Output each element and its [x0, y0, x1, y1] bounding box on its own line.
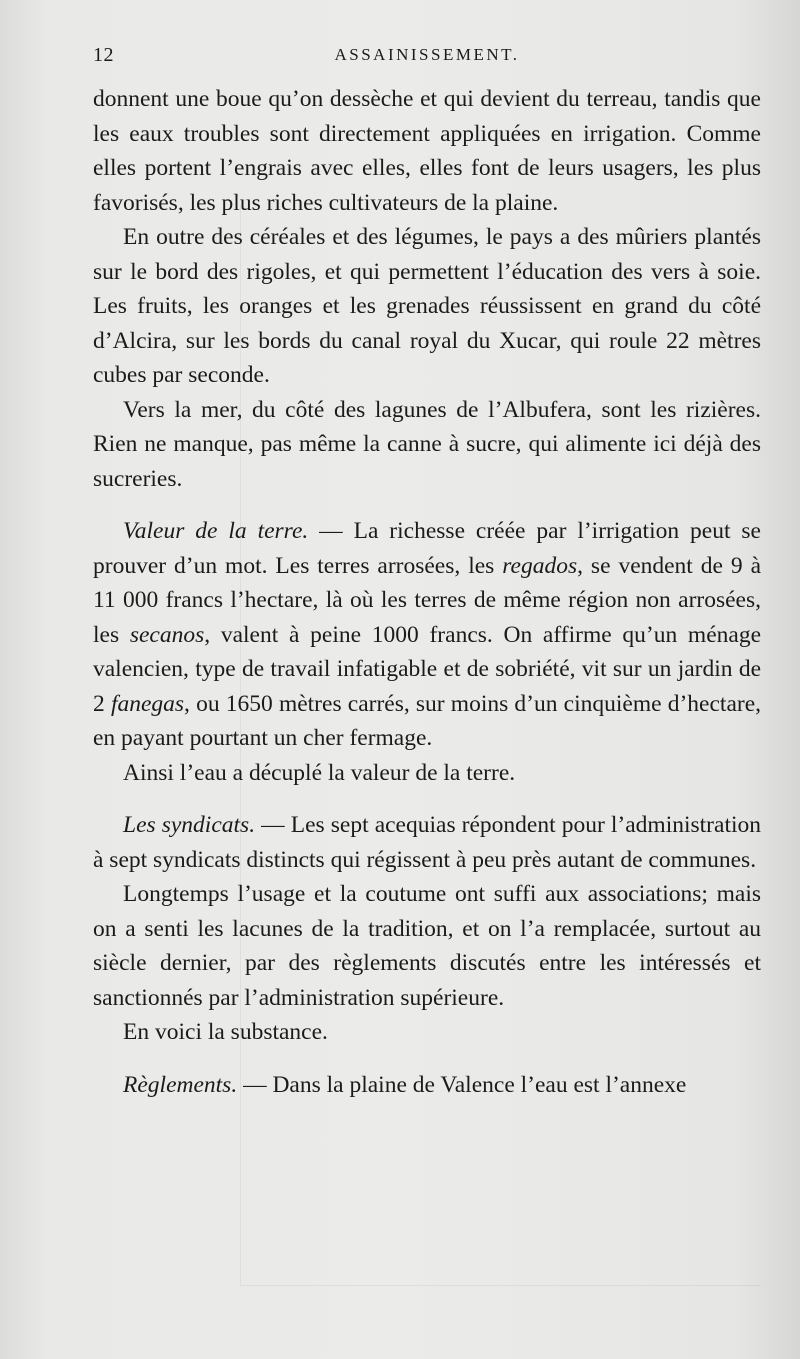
paragraph-continuation: donnent une boue qu’on dessèche et qui devient du terreau, tandis que les eaux troubles sont directement appliquées en irrigation. Comme elles portent l’engrais avec elles, elles font de leurs usagers, les plus favorisés, les plus riches cultivateurs de la plaine. [93, 86, 761, 216]
page-header [93, 40, 761, 70]
section-heading-land-value: Valeur de la terre. [123, 518, 309, 544]
land-value-text-1: — La richesse créée par l’irrigation peut se prouver d’un mot. Les terres arrosées, les [93, 518, 761, 579]
regulations-text: — Dans la plaine de Valence l’eau est l’annexe [237, 1071, 687, 1098]
paragraph-syndicates [93, 808, 761, 877]
term-secanos: secanos [129, 621, 205, 648]
page-number: 12 [93, 44, 114, 66]
section-heading-syndicates: Les syndicats. [123, 812, 256, 838]
paragraph-substance: En voici la substance. [123, 1019, 328, 1045]
paragraph-land-value [93, 514, 761, 756]
running-head: ASSAINISSEMENT. [334, 45, 520, 64]
term-regados: regados [502, 552, 578, 579]
paragraph-crops: En outre des céréales et des légumes, le pays a des mûriers plantés sur le bord des rigoles, et qui permettent l’éducation des vers à soie. Les fruits, les oranges et les grenades réussissent en grand du côté d’Alcira, sur les bords du canal royal du Xucar, qui roule 22 mètres cubes par seconde. [93, 224, 761, 388]
body-text [93, 82, 761, 1102]
paragraph-tenfold: Ainsi l’eau a décuplé la valeur de la terre. [123, 759, 516, 786]
term-fanegas: fanegas [110, 690, 185, 717]
paragraph-regulations [93, 1068, 761, 1103]
land-value-text-2: , se vendent de 9 à 11 000 francs l’hectare, là où les terres de même région non arrosées, les [93, 552, 762, 648]
paragraph-rice-fields: Vers la mer, du côté des lagunes de l’Albufera, sont les rizières. Rien ne manque, pas même la canne à sucre, qui alimente ici déjà des sucreries. [93, 396, 761, 492]
land-value-text-3: , valent à peine 1000 francs. On affirme qu’un ménage valencien, type de travail infatigable et de sobriété, vit sur un jardin de 2 [93, 621, 761, 717]
paragraph-customs: Longtemps l’usage et la coutume ont suffi aux associations; mais on a senti les lacunes de la tradition, et on l’a remplacée, surtout au siècle dernier, par des règlements discutés entre les intéressés et sanctionnés par l’administration supérieure. [93, 881, 761, 1011]
land-value-text-4: , ou 1650 mètres carrés, sur moins d’un cinquième d’hectare, en payant pourtant un cher fermage. [93, 690, 762, 751]
section-heading-regulations: Règlements. [123, 1071, 238, 1098]
syndicates-text: — Les sept acequias répondent pour l’administration à sept syndicats distincts qui régissent à peu près autant de communes. [93, 812, 761, 873]
